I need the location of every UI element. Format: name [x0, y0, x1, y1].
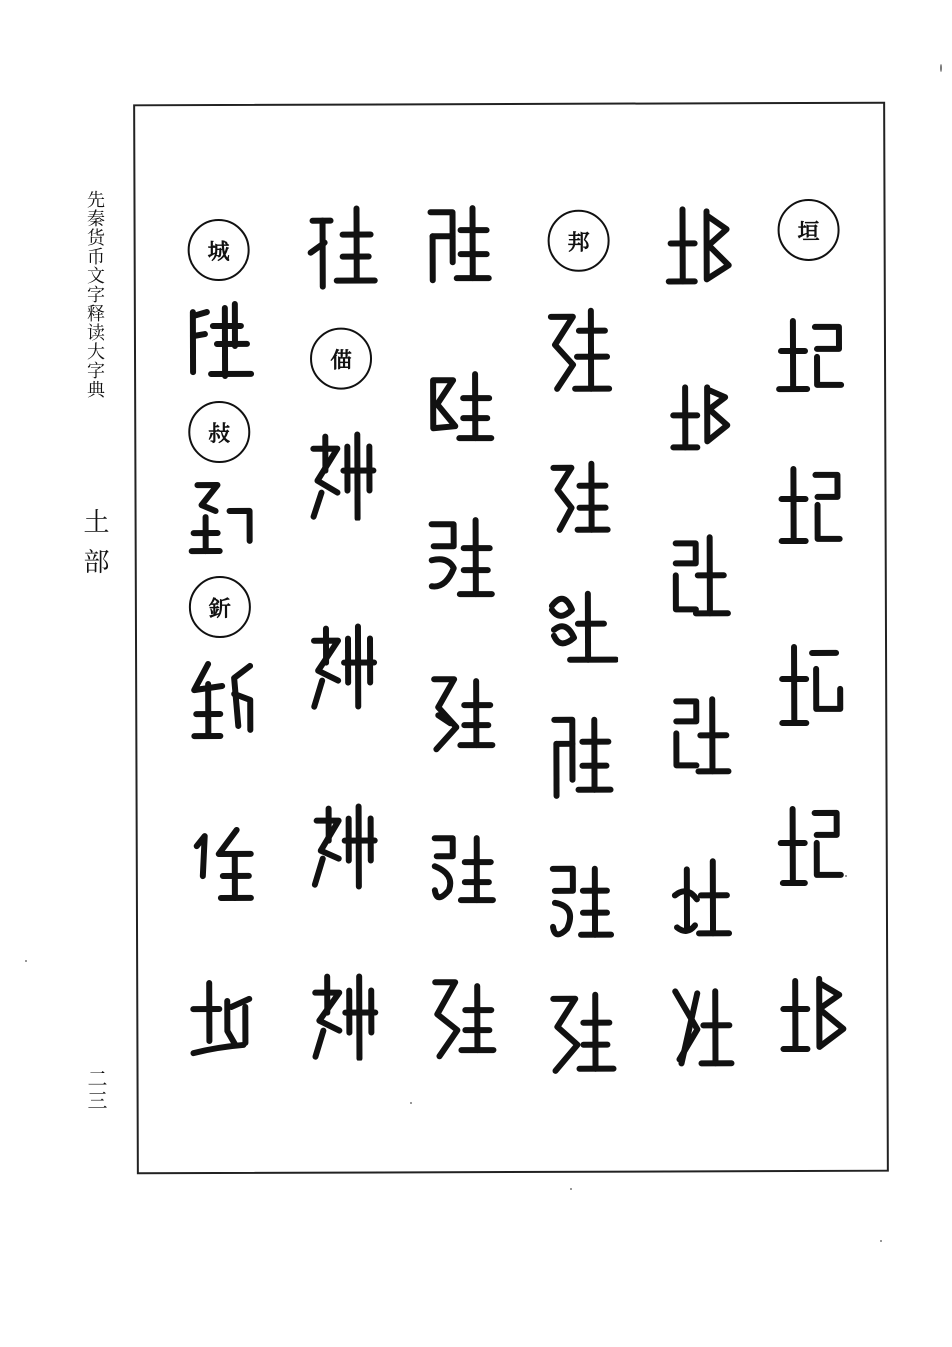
glyph-shi-1 — [176, 466, 266, 566]
scan-speck — [845, 875, 847, 877]
headword-bang: 邦 — [548, 210, 610, 272]
book-title: 先秦货币文字释读大字典 — [84, 190, 105, 399]
glyph-col2-4 — [657, 684, 747, 784]
scan-speck — [410, 1102, 412, 1104]
glyph-col4-5 — [418, 815, 508, 915]
scan-speck — [880, 1240, 882, 1242]
glyph-cheng-1 — [176, 291, 266, 391]
glyph-col2-6 — [658, 974, 748, 1074]
scan-speck — [570, 1188, 572, 1190]
glyph-bang-2 — [536, 445, 626, 545]
glyph-zhu-1 — [298, 425, 388, 525]
glyph-col4-1 — [415, 195, 505, 295]
glyph-bang-5 — [538, 850, 628, 950]
glyph-heng-3 — [767, 634, 857, 734]
glyph-col2-2 — [656, 364, 746, 464]
headword-zhu: 㑤 — [310, 327, 372, 389]
glyph-col2-3 — [657, 524, 747, 624]
glyph-heng-4 — [768, 794, 858, 894]
scan-speck — [25, 960, 27, 962]
glyph-heng-5 — [768, 964, 858, 1064]
glyph-heng-2 — [766, 454, 856, 554]
scan-speck — [940, 64, 942, 72]
glyph-col2-1 — [655, 194, 745, 294]
section-name: 土部 — [79, 508, 109, 588]
glyph-zhu-3 — [300, 795, 390, 895]
glyph-zhu-2 — [299, 615, 389, 715]
headword-shi: 敊 — [188, 401, 250, 463]
glyph-bang-3 — [537, 575, 627, 675]
headword-jin: 釿 — [189, 576, 251, 638]
glyph-col4-3 — [417, 505, 507, 605]
page-number: 二三 — [84, 1068, 108, 1112]
glyph-col4-6 — [418, 965, 508, 1065]
headword-heng: 垣 — [777, 199, 839, 261]
glyph-jin-3 — [178, 966, 268, 1066]
glyph-jin-1 — [177, 651, 267, 751]
glyph-table-frame — [133, 102, 889, 1175]
glyph-col2-5 — [658, 844, 748, 944]
glyph-zhu-4 — [300, 965, 390, 1065]
glyph-heng-1 — [766, 304, 856, 404]
glyph-jin-2 — [178, 811, 268, 911]
glyph-zhu-0 — [297, 195, 387, 295]
glyph-bang-1 — [536, 300, 626, 400]
glyph-col4-2 — [416, 355, 506, 455]
glyph-col4-4 — [417, 660, 507, 760]
glyph-bang-6 — [538, 980, 628, 1080]
glyph-bang-4 — [537, 705, 627, 805]
headword-cheng: 城 — [188, 219, 250, 281]
